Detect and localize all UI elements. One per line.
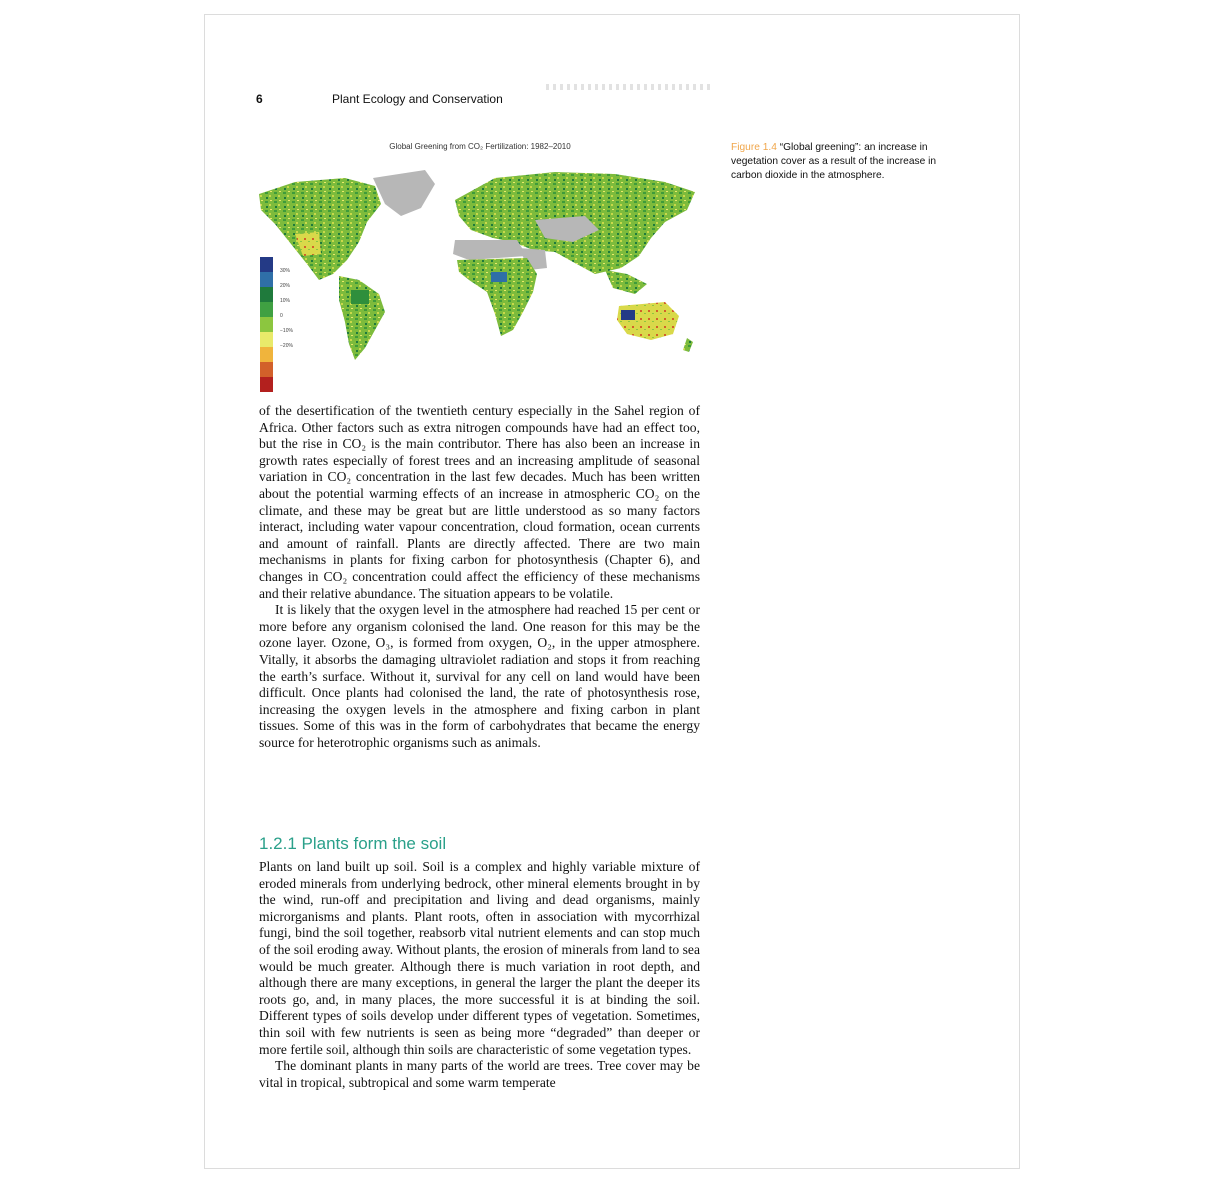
- australia-dense-shape: [621, 310, 635, 320]
- color-scale: [260, 257, 273, 392]
- scale-swatch-2: [260, 272, 273, 287]
- scale-label: 30%: [280, 268, 291, 274]
- scale-label: −10%: [280, 328, 293, 334]
- scale-swatch-6: [260, 332, 273, 347]
- scale-swatch-9: [260, 377, 273, 392]
- caption-text: “Global greening”: an increase in vegetation cover as a result of the increase in carbon dioxide in the atmosphere.: [731, 142, 936, 181]
- section-heading: 1.2.1 Plants form the soil: [259, 834, 447, 853]
- scale-swatch-4: [260, 302, 273, 317]
- scale-label: 0: [280, 313, 283, 319]
- sahara-shape: [453, 240, 527, 260]
- bleed-through-mark: [546, 84, 714, 90]
- world-greening-map: [255, 164, 705, 364]
- australia-shape: [617, 302, 679, 340]
- figure-title: Global Greening from CO₂ Fertilization: 1982–2010: [389, 142, 571, 151]
- amazon-dense-shape: [351, 290, 369, 304]
- new-zealand-shape: [683, 338, 693, 352]
- scale-swatch-7: [260, 347, 273, 362]
- scale-swatch-1: [260, 257, 273, 272]
- figure-caption: [731, 141, 963, 183]
- south-america-shape: [339, 276, 385, 360]
- scale-swatch-3: [260, 287, 273, 302]
- paragraph: of the desertification of the twentieth century especially in the Sahel region of Africa. Other factors such as extra nitrogen compounds have had an effect too, but the rise in CO₂ is the main contributor. There has also been an increase in growth rates especially of forest trees and an increasing amplitude of seasonal variation in CO₂ concentration in the last few decades. Much has been written about the potential warming effects of an increase in atmospheric CO₂ on the climate, and these may be great but are little understood as so many factors interact, including water vapour concentration, cloud formation, ocean currents and amount of rainfall. Plants are directly affected. There are two main mechanisms in plants for fixing carbon for photosynthesis (Chapter 6), and changes in CO₂ concentration could affect the efficiency of these mechanisms and their relative abundance. The situation appears to be volatile.: [259, 403, 700, 601]
- paragraph: The dominant plants in many parts of the world are trees. Tree cover may be vital in tropical, subtropical and some warm temperate: [259, 1058, 700, 1090]
- body-text-upper: [259, 403, 700, 751]
- north-america-shape: [259, 178, 381, 280]
- page-number: 6: [256, 92, 263, 106]
- congo-dense-shape: [491, 272, 507, 282]
- body-text-lower: [259, 859, 700, 1091]
- scale-swatch-8: [260, 362, 273, 377]
- paragraph: Plants on land built up soil. Soil is a complex and highly variable mixture of eroded minerals from underlying bedrock, other mineral elements brought in by the wind, run-off and precipitation and living and dead organisms, mainly microrganisms and plants. Plant roots, often in association with mycorrhizal fungi, bind the soil together, reabsorb vital nutrient elements and can stop much of the soil eroding away. Without plants, the erosion of minerals from land to sea would be much greater. Although there is much variation in root depth, and although there are many exceptions, in general the larger the plant the deeper its roots go, and, in many places, the more successful it is at binding the soil. Different types of soils develop under different types of vegetation. Sometimes, thin soil with few nutrients is seen as being more “degraded” than deeper or more fertile soil, although thin soils are characteristic of some vegetation types.: [259, 859, 700, 1057]
- scale-label: 10%: [280, 298, 291, 304]
- africa-shape: [457, 258, 537, 336]
- scale-label: 20%: [280, 283, 291, 289]
- running-title: Plant Ecology and Conservation: [332, 92, 503, 106]
- paragraph: It is likely that the oxygen level in the atmosphere had reached 15 per cent or more before any organism colonised the land. One reason for this may be the ozone layer. Ozone, O₃, is formed from oxygen, O₂, in the upper atmosphere. Vitally, it absorbs the damaging ultraviolet radiation and stops it from reaching the earth’s surface. Without it, survival for any cell on land would have been difficult. Once plants had colonised the land, the rate of photosynthesis rose, increasing the oxygen levels in the atmosphere and fixing carbon in plant tissues. Some of this was in the form of carbohydrates that became the energy source for heterotrophic organisms such as animals.: [259, 602, 700, 750]
- scale-label: −20%: [280, 343, 293, 349]
- greenland-shape: [373, 170, 435, 216]
- scale-swatch-5: [260, 317, 273, 332]
- figure-number: Figure 1.4: [731, 142, 777, 153]
- southeast-asia-shape: [605, 270, 647, 294]
